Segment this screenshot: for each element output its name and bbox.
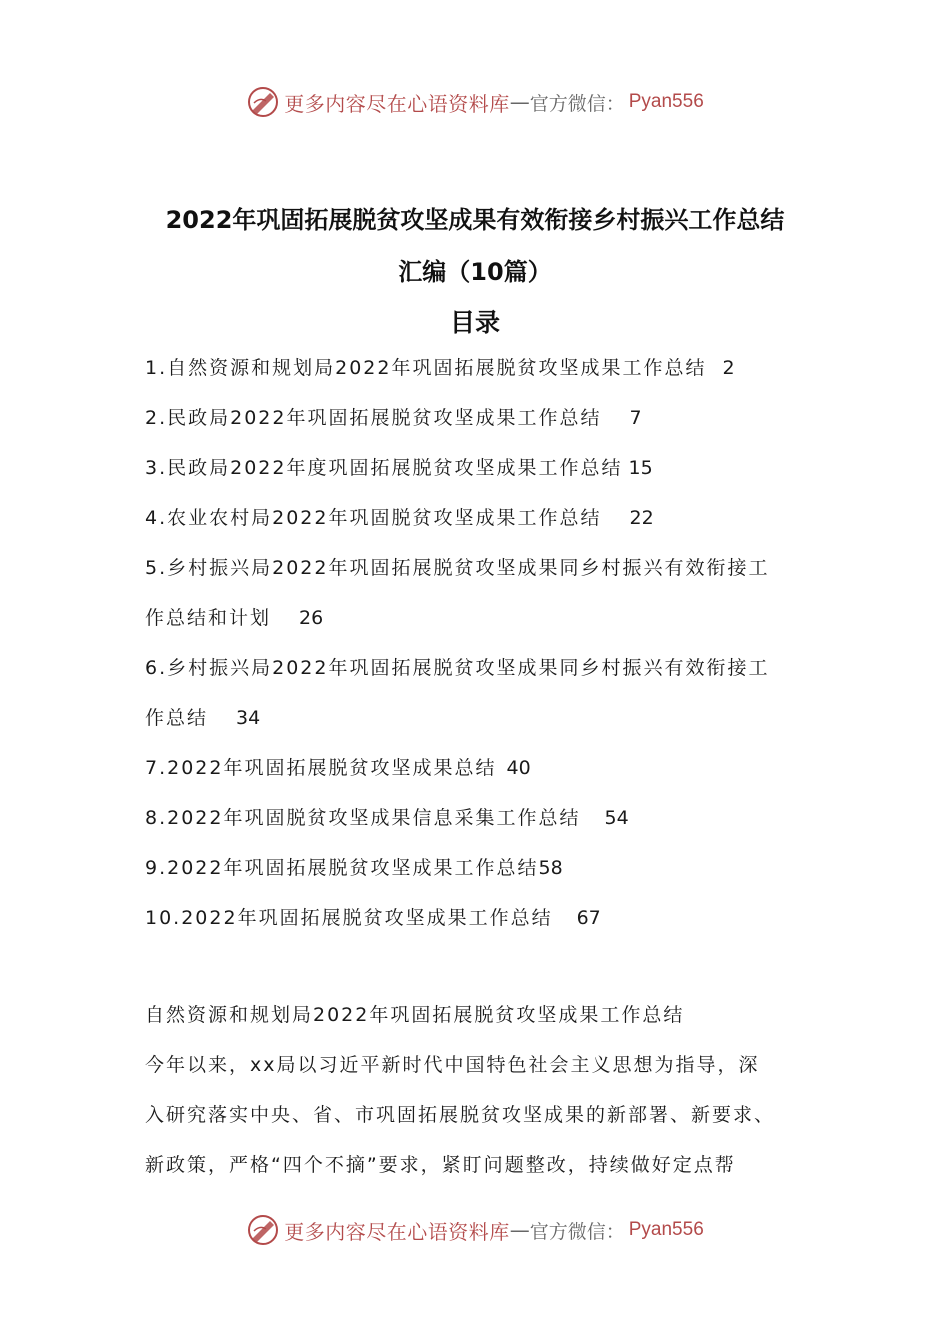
toc-page-number: 34 — [236, 707, 261, 729]
header-watermark-banner — [0, 82, 950, 122]
banner-wechat-id: Pyan556 — [628, 1219, 704, 1240]
toc-item[interactable]: 2.民政局2022年巩固拓展脱贫攻坚成果工作总结 7 — [145, 407, 642, 429]
body-line: 新政策，严格“四个不摘”要求，紧盯问题整改，持续做好定点帮 — [145, 1154, 736, 1176]
toc-heading: 目录 — [449, 308, 500, 337]
toc-item[interactable]: 5.乡村振兴局2022年巩固拓展脱贫攻坚成果同乡村振兴有效衔接工 作总结和计划 26 — [145, 557, 770, 629]
table-of-contents — [145, 352, 825, 952]
toc-page-number: 26 — [299, 607, 324, 629]
banner-wechat-id: Pyan556 — [628, 91, 704, 112]
banner-separator: — — [509, 90, 530, 114]
pen-logo-icon — [246, 85, 280, 119]
toc-page-number: 2 — [722, 357, 735, 379]
footer-watermark-banner — [0, 1210, 950, 1250]
toc-item[interactable]: 10.2022年巩固拓展脱贫攻坚成果工作总结 67 — [145, 907, 601, 929]
document-subtitle: 汇编（10篇） — [398, 258, 552, 286]
section-heading: 自然资源和规划局2022年巩固拓展脱贫攻坚成果工作总结 — [145, 1004, 685, 1026]
toc-page-number: 54 — [604, 807, 629, 829]
toc-page-number: 7 — [629, 407, 642, 429]
banner-text: 更多内容尽在心语资料库 — [284, 1219, 510, 1244]
toc-item[interactable]: 6.乡村振兴局2022年巩固拓展脱贫攻坚成果同乡村振兴有效衔接工 作总结 34 — [145, 657, 770, 729]
toc-item[interactable]: 1.自然资源和规划局2022年巩固拓展脱贫攻坚成果工作总结 2 — [145, 357, 735, 379]
body-line: 今年以来，xx局以习近平新时代中国特色社会主义思想为指导，深 — [145, 1054, 760, 1076]
banner-text: 更多内容尽在心语资料库 — [284, 91, 510, 116]
toc-item[interactable]: 9.2022年巩固拓展脱贫攻坚成果工作总结58 — [145, 857, 563, 879]
toc-item[interactable]: 8.2022年巩固脱贫攻坚成果信息采集工作总结 54 — [145, 807, 629, 829]
banner-separator: — — [509, 1218, 530, 1242]
toc-item[interactable]: 7.2022年巩固拓展脱贫攻坚成果总结 40 — [145, 757, 531, 779]
toc-item[interactable]: 4.农业农村局2022年巩固脱贫攻坚成果工作总结 22 — [145, 507, 654, 529]
body-line: 入研究落实中央、省、市巩固拓展脱贫攻坚成果的新部署、新要求、 — [145, 1104, 776, 1126]
body-section — [145, 998, 815, 1198]
pen-logo-icon — [246, 1213, 280, 1247]
toc-page-number: 40 — [506, 757, 531, 779]
toc-item[interactable]: 3.民政局2022年度巩固拓展脱贫攻坚成果工作总结 15 — [145, 457, 653, 479]
toc-page-number: 22 — [629, 507, 654, 529]
toc-page-number: 58 — [538, 857, 563, 879]
banner-label: 官方微信： — [529, 92, 625, 115]
document-title: 2022年巩固拓展脱贫攻坚成果有效衔接乡村振兴工作总结 — [165, 206, 785, 234]
toc-page-number: 67 — [576, 907, 601, 929]
banner-label: 官方微信： — [529, 1220, 625, 1243]
toc-page-number: 15 — [628, 457, 653, 479]
